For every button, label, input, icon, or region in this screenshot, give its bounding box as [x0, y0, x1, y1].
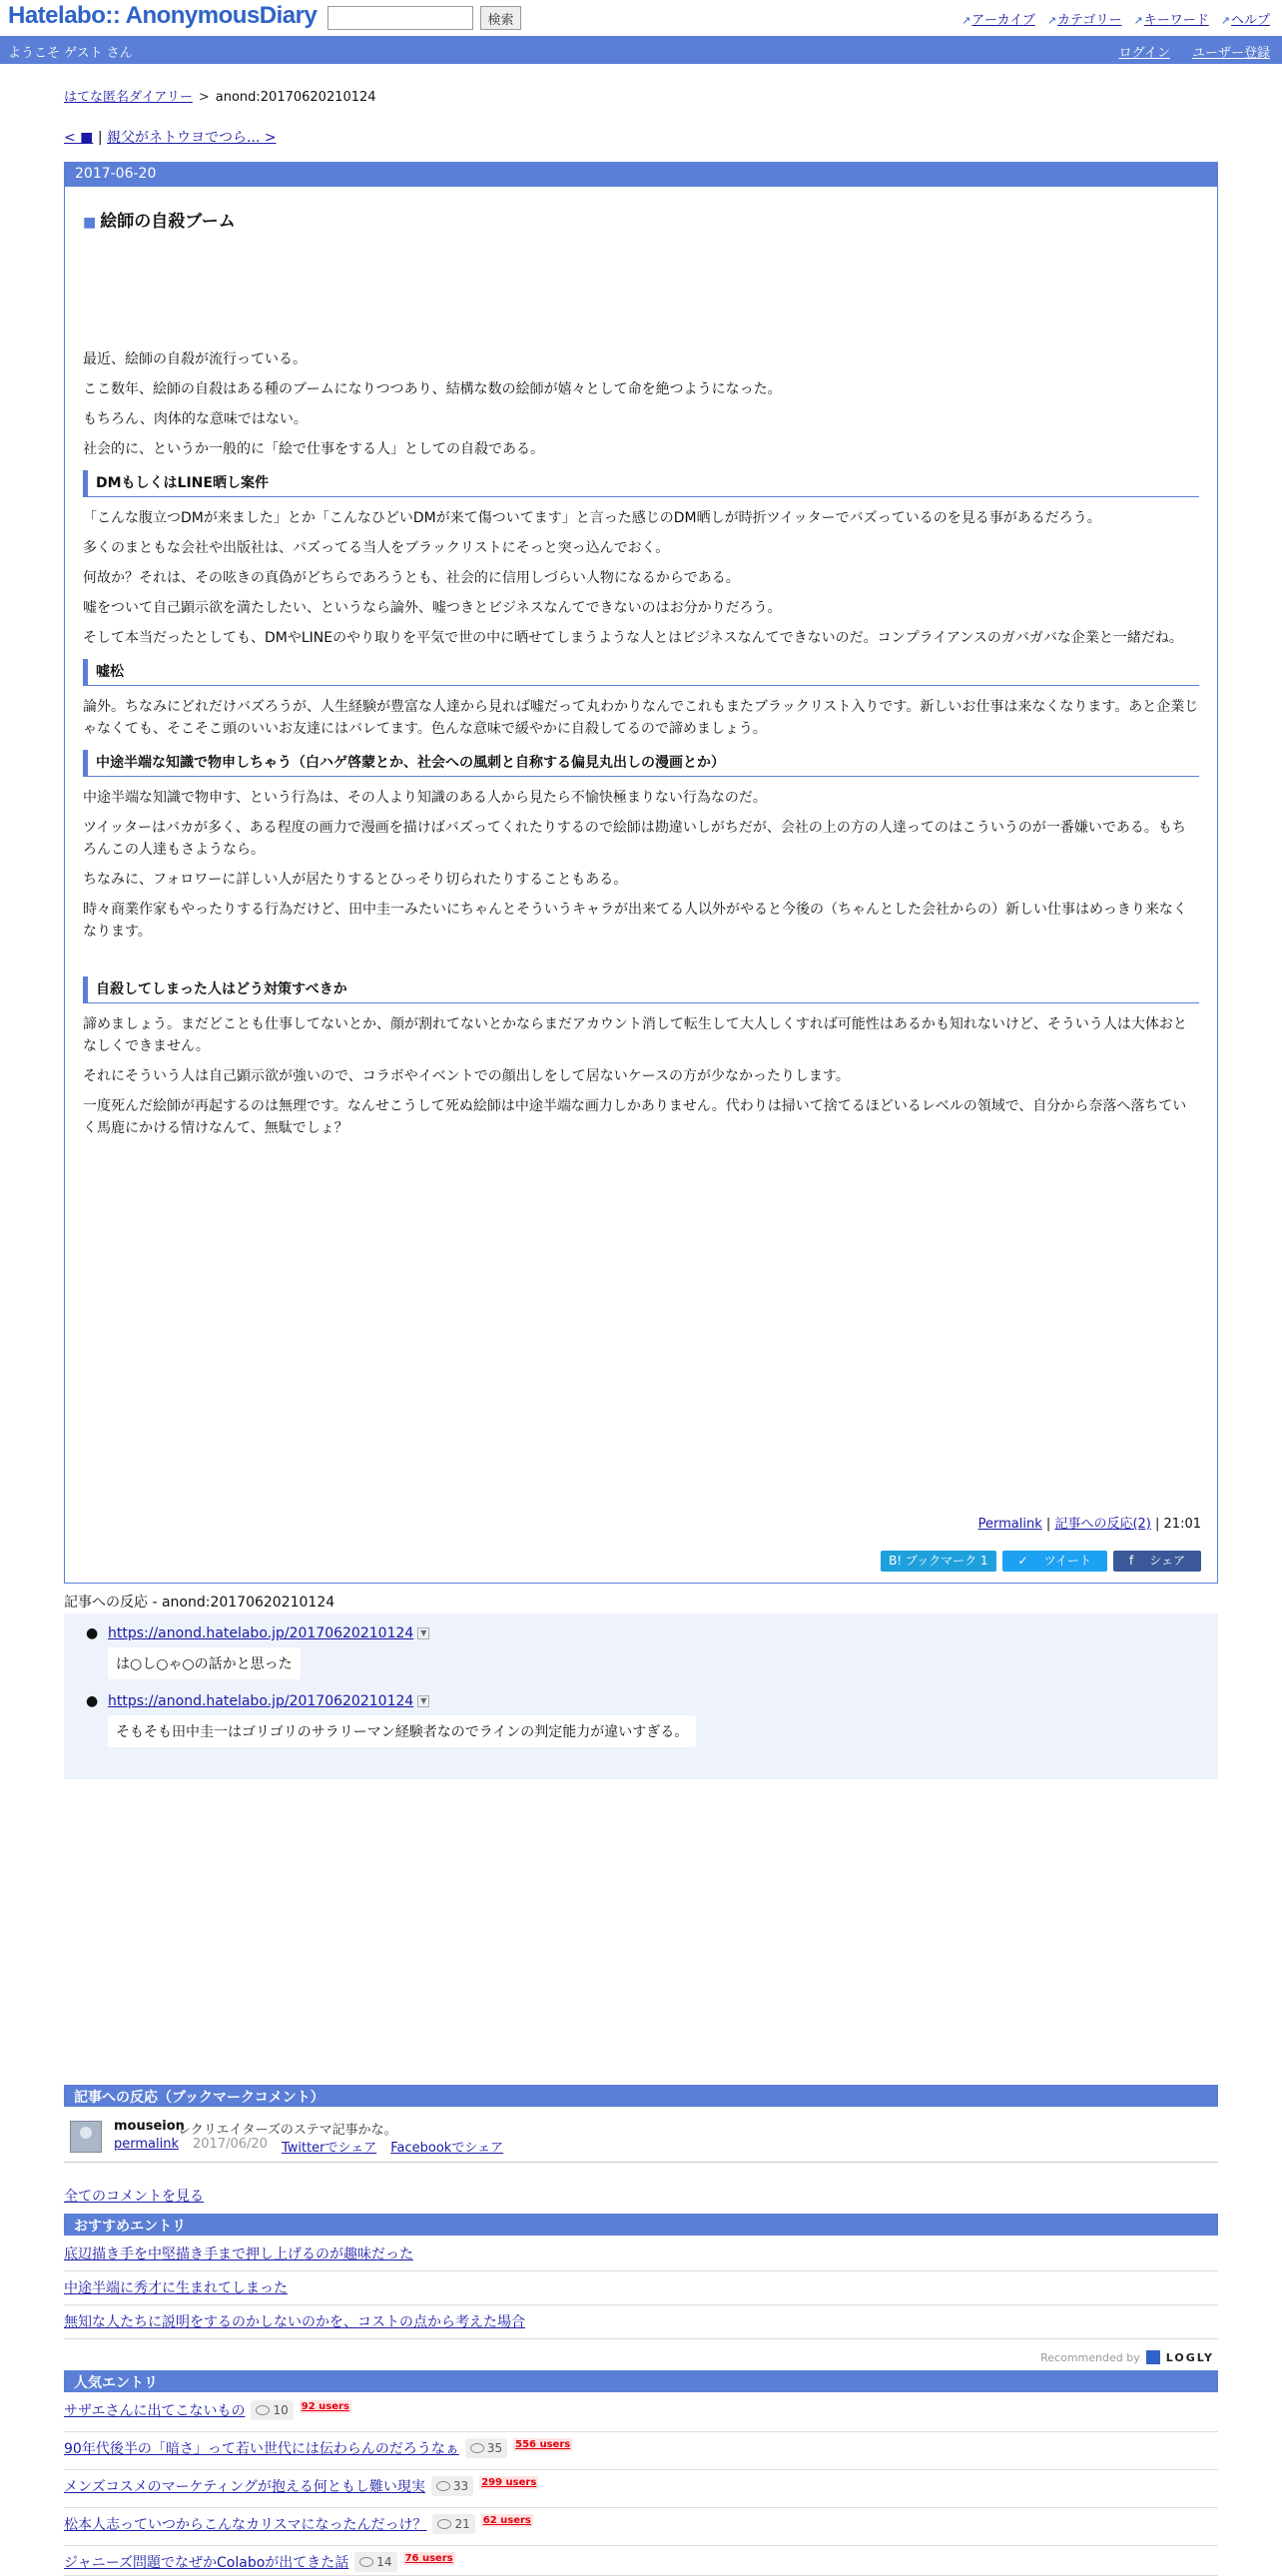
category-link[interactable]: カテゴリー	[1057, 13, 1122, 28]
comment-bubble-icon	[256, 2405, 270, 2415]
hatena-bookmark-button[interactable]: B! ブックマーク 1	[881, 1551, 995, 1572]
paragraph: もちろん、肉体的な意味ではない。	[83, 411, 308, 427]
paragraph: ここ数年、絵師の自殺はある種のブームになりつつあり、結構な数の絵師が嬉々として命を絶つようになった。	[83, 381, 782, 397]
section-heading: 中途半端な知識で物申しちゃう（白ハゲ啓蒙とか、社会への風刺と自称する偏見丸出しの漫画とか）	[83, 750, 1199, 777]
comment-bubble-icon	[359, 2557, 373, 2567]
keyword-link[interactable]: キーワード	[1143, 13, 1209, 28]
reactions-link[interactable]: 記事への反応(2)	[1054, 1517, 1151, 1532]
paragraph: 何故か？それは、その呟きの真偽がどちらであろうとも、社会的に信用しづらい人物になるからである。	[83, 570, 740, 586]
bookmark-text: レクリエイターズのステマ記事かな。	[178, 2123, 397, 2138]
comment-count-badge[interactable]	[432, 2514, 474, 2534]
all-comments-link[interactable]: 全てのコメントを見る	[64, 2189, 204, 2205]
breadcrumb-current: anond:20170620210124	[215, 90, 376, 105]
avatar[interactable]	[70, 2121, 102, 2153]
entry-footer	[978, 1513, 1201, 1532]
response-item	[86, 1625, 429, 1641]
users-badge[interactable]: 92 users	[301, 2401, 349, 2412]
paragraph: それにそういう人は自己顕示欲が強いので、コラボやイベントでの顔出しをして居ないケースの方が少なかったりします。	[83, 1068, 850, 1084]
search-input[interactable]	[327, 6, 473, 30]
list-item	[64, 2432, 1218, 2470]
users-badge[interactable]: 62 users	[482, 2515, 531, 2526]
entry-nav	[64, 127, 277, 147]
paragraph: 多くのまともな会社や出版社は、バズってる当人をブラックリストにそっと突っ込んでおく。	[83, 540, 670, 556]
prev-entry-link[interactable]: < ■	[64, 130, 94, 146]
facebook-share-link[interactable]: Facebookでシェア	[390, 2141, 504, 2156]
paragraph: 時々商業作家もやったりする行為だけど、田中圭一みたいにちゃんとそういうキャラが出来てる人以外がやると今後の（ちゃんとした会社からの）新しい仕事はめっきり来なくなります。	[83, 902, 1187, 940]
paragraph: 社会的に、というか一般的に「絵で仕事をする人」としての自殺である。	[83, 441, 544, 457]
chevron-down-icon[interactable]: ▼	[417, 1627, 429, 1639]
list-item	[64, 2271, 1218, 2305]
recommended-by	[1040, 2350, 1214, 2364]
responses-heading: 記事への反応 - anond:20170620210124	[64, 1595, 335, 1610]
recommended-by-label: Recommended by	[1040, 2350, 1140, 2364]
list-item	[64, 2238, 1218, 2271]
comment-bubble-icon	[437, 2519, 451, 2529]
arrow-icon: ↗	[1220, 14, 1230, 27]
logly-icon	[1146, 2350, 1160, 2364]
nav-separator: |	[97, 130, 103, 146]
comment-bubble-icon	[470, 2443, 484, 2453]
response-comment: そもそも田中圭一はゴリゴリのサラリーマン経験者なのでラインの判定能力が違いすぎる。	[108, 1715, 696, 1747]
bookmark-comment	[64, 2115, 1218, 2163]
title-square-icon[interactable]: ■	[83, 215, 97, 231]
list-item	[64, 2305, 1218, 2339]
paragraph: ツイッターはバカが多く、ある程度の画力で漫画を描けばバズってくれたりするので絵師は勘違いしがちだが、会社の上の方の人達ってのはこういうのが一番嫌いである。もちろんこの人達もさようなら。	[83, 820, 1186, 858]
recommended-link[interactable]: 中途半端に秀才に生まれてしまった	[64, 2280, 288, 2296]
breadcrumb-separator: >	[198, 90, 210, 105]
bookmark-user[interactable]: mouseion	[114, 2119, 185, 2134]
recommended-link[interactable]: 無知な人たちに説明をするのかしないのかを、コストの点から考えた場合	[64, 2314, 525, 2330]
popular-link[interactable]: メンズコスメのマーケティングが抱える何ともし難い現実	[64, 2479, 425, 2495]
footer-separator: |	[1045, 1517, 1051, 1532]
comment-count-badge[interactable]	[354, 2552, 396, 2572]
tweet-button[interactable]	[1002, 1551, 1107, 1572]
response-item	[86, 1693, 429, 1709]
search-button[interactable]: 検索	[480, 6, 521, 30]
facebook-share-button[interactable]	[1113, 1551, 1201, 1572]
entry-body	[83, 348, 1199, 1147]
popular-link[interactable]: サザエさんに出てこないもの	[64, 2403, 246, 2419]
entry-title-text: 絵師の自殺ブーム	[100, 212, 236, 232]
fb-label: シェア	[1149, 1554, 1185, 1568]
responses-box	[64, 1613, 1218, 1779]
comment-count: 10	[273, 2403, 289, 2417]
paragraph: 一度死んだ絵師が再起するのは無理です。なんせこうして死ぬ絵師は中途半端な画力しかありません。代わりは掃いて捨てるほどいるレベルの領域で、自分から奈落へ落ちていく馬鹿にかける情けなんて、無駄でしょ？	[83, 1098, 1187, 1136]
paragraph: 諦めましょう。まだどことも仕事してないとか、顔が割れてないとかならまだアカウント消して転生して大人しくすれば可能性はあるかも知れないけど、そういう人は大体おとなしくできません。	[83, 1016, 1187, 1054]
comment-count: 35	[486, 2441, 503, 2455]
bookmark-permalink[interactable]: permalink	[114, 2137, 179, 2152]
archive-link[interactable]: アーカイブ	[971, 13, 1035, 28]
arrow-icon: ↗	[1046, 14, 1057, 27]
breadcrumb	[64, 86, 376, 105]
footer-separator: |	[1155, 1517, 1160, 1532]
comment-count-badge[interactable]	[251, 2400, 293, 2420]
tweet-label: ツイート	[1043, 1554, 1091, 1568]
twitter-icon: ✓	[1017, 1554, 1028, 1568]
entry-title	[83, 207, 236, 232]
comment-count: 21	[454, 2517, 470, 2531]
paragraph: 「こんな腹立つDMが来ました」とか「こんなひどいDMが来て傷ついてます」と言った感じのDM晒しが時折ツイッターでバズっているのを見る事があるだろう。	[83, 510, 1101, 526]
help-link[interactable]: ヘルプ	[1230, 13, 1270, 28]
users-badge[interactable]: 76 users	[404, 2553, 453, 2564]
welcome-text: ようこそ ゲスト さん	[8, 46, 133, 61]
recommended-heading: おすすめエントリ	[64, 2214, 1218, 2236]
top-bar	[0, 0, 1282, 36]
entry-time: 21:01	[1163, 1517, 1201, 1532]
facebook-icon: f	[1129, 1554, 1134, 1568]
list-item	[64, 2546, 1218, 2576]
paragraph: そして本当だったとしても、DMやLINEのやり取りを平気で世の中に晒せてしまうような人とはビジネスなんてできないのだ。コンプライアンスのガバガバな企業と一緒だね。	[83, 630, 1183, 646]
popular-heading: 人気エントリ	[64, 2370, 1218, 2392]
comment-count: 14	[376, 2555, 392, 2569]
paragraph: ちなみに、フォロワーに詳しい人が居たりするとひっそり切られたりすることもある。	[83, 872, 628, 888]
comment-count: 33	[452, 2479, 469, 2493]
twitter-share-link[interactable]: Twitterでシェア	[281, 2141, 377, 2156]
section-heading: 自殺してしまった人はどう対策すべきか	[83, 976, 1199, 1003]
popular-link[interactable]: 90年代後半の「暗さ」って若い世代には伝わらんのだろうなぁ	[64, 2441, 459, 2457]
top-links	[962, 9, 1270, 28]
bookmark-date: 2017/06/20	[193, 2137, 268, 2152]
paragraph: 最近、絵師の自殺が流行っている。	[83, 351, 307, 367]
list-item	[64, 2508, 1218, 2546]
diary-entry	[64, 162, 1218, 1584]
users-badge[interactable]: 556 users	[515, 2439, 571, 2450]
breadcrumb-home[interactable]: はてな匿名ダイアリー	[64, 90, 193, 105]
bullet-icon: ●	[86, 1625, 99, 1641]
recommended-link[interactable]: 底辺描き手を中堅描き手まで押し上げるのが趣味だった	[64, 2247, 413, 2262]
arrow-icon: ↗	[1133, 14, 1143, 27]
bullet-icon: ●	[86, 1693, 99, 1709]
list-item	[64, 2394, 1218, 2432]
entry-date: 2017-06-20	[65, 163, 1217, 187]
register-link[interactable]: ユーザー登録	[1191, 46, 1270, 61]
response-link[interactable]: https://anond.hatelabo.jp/20170620210124	[108, 1625, 414, 1641]
share-buttons	[881, 1551, 1201, 1572]
site-logo[interactable]: Hatelabo:: AnonymousDiary	[8, 2, 318, 29]
arrow-icon: ↗	[962, 14, 971, 27]
permalink[interactable]: Permalink	[977, 1517, 1042, 1532]
list-item	[64, 2470, 1218, 2508]
response-comment: は○し○ゃ○の話かと思った	[108, 1647, 301, 1679]
comment-count-badge[interactable]	[431, 2476, 473, 2496]
login-link[interactable]: ログイン	[1118, 46, 1170, 61]
paragraph: 論外。ちなみにどれだけバズろうが、人生経験が豊富な人達から見れば嘘だって丸わかりなんでこれもまたブラックリスト入りです。新しいお仕事は来なくなります。あと企業じゃなくても、そこそこ頭のいいお友達にはバレてます。色んな意味で緩やかに自殺してるので諦めましょう。	[83, 699, 1199, 737]
section-heading: 嘘松	[83, 659, 1199, 686]
paragraph: 中途半端な知識で物申す、という行為は、その人より知識のある人から見たら不愉快極まりない行為なのだ。	[83, 790, 767, 806]
next-entry-link[interactable]: 親父がネトウヨでつら... >	[107, 130, 277, 146]
comment-count-badge[interactable]	[465, 2438, 507, 2458]
logly-name[interactable]: LOGLY	[1165, 2350, 1214, 2364]
bookmark-comments-heading: 記事への反応（ブックマークコメント）	[64, 2085, 1218, 2107]
bookmark-meta	[114, 2137, 503, 2156]
welcome-bar	[0, 36, 1282, 64]
section-heading: DMもしくはLINE晒し案件	[83, 470, 1199, 497]
comment-bubble-icon	[436, 2481, 450, 2491]
popular-link[interactable]: 松本人志っていつからこんなカリスマになったんだっけ？	[64, 2517, 427, 2533]
chevron-down-icon[interactable]: ▼	[417, 1695, 429, 1707]
paragraph: 嘘をついて自己顕示欲を満たしたい、というなら論外、嘘つきとビジネスなんてできないのはお分かりだろう。	[83, 600, 782, 616]
popular-link[interactable]: ジャニーズ問題でなぜかColaboが出てきた話	[64, 2555, 349, 2571]
users-badge[interactable]: 299 users	[481, 2477, 537, 2488]
response-link[interactable]: https://anond.hatelabo.jp/20170620210124	[108, 1693, 414, 1709]
